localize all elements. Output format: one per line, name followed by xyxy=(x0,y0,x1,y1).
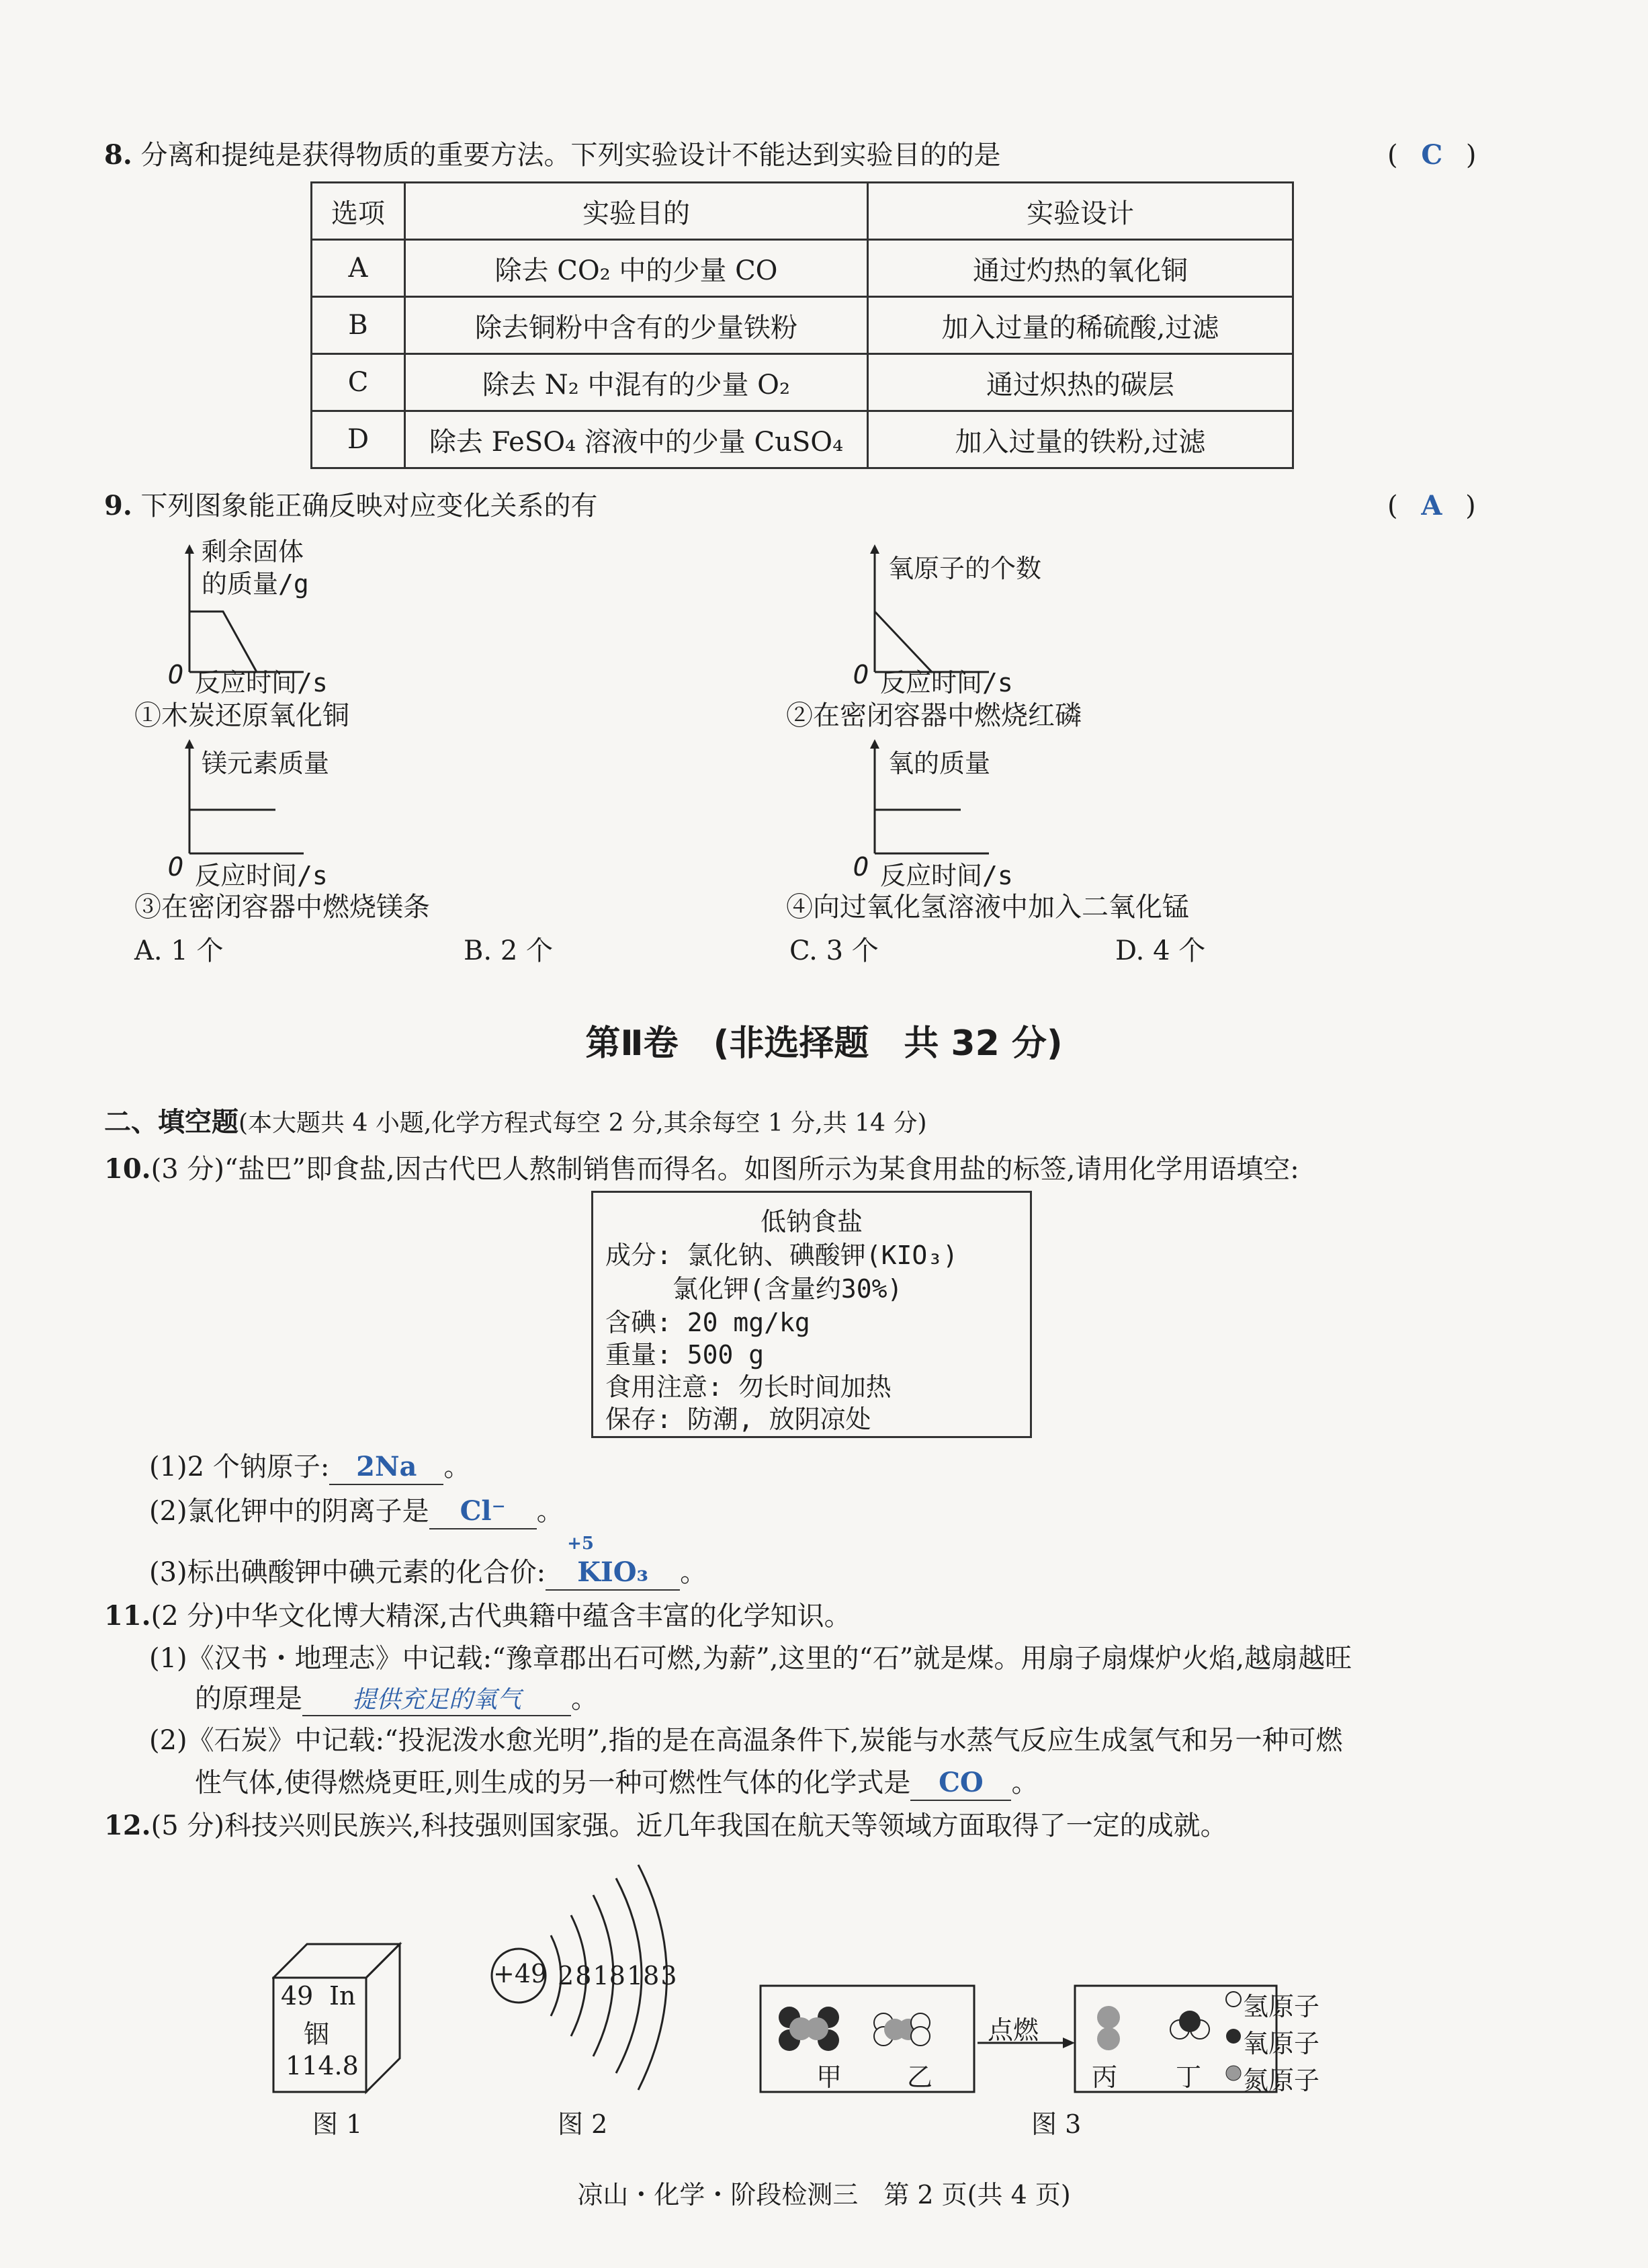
hydrogen-atom xyxy=(911,2027,930,2046)
valence-mark: +5 xyxy=(567,1534,595,1554)
graph-3-origin: O xyxy=(168,852,183,882)
y-axis-arrow xyxy=(870,739,879,749)
legend-oxygen xyxy=(1226,2029,1241,2044)
choice-c: C. 3 个 xyxy=(789,935,879,966)
q8-answer-paren xyxy=(1387,138,1477,172)
nitrogen-atom xyxy=(806,2017,828,2040)
oxygen-atom xyxy=(1179,2011,1201,2032)
section2-note: (本大题共 4 小题,化学方程式每空 2 分,其余每空 1 分,共 14 分) xyxy=(238,1109,927,1137)
q10-sub2 xyxy=(149,1495,564,1529)
q11-answer-2: CO xyxy=(910,1766,1011,1801)
fig3-jia: 甲 xyxy=(816,2062,842,2092)
cell-option: C xyxy=(312,354,405,411)
graph-3-ylabel: 镁元素质量 xyxy=(202,749,330,778)
q8-text: 分离和提纯是获得物质的重要方法。下列实验设计不能达到实验目的的是 xyxy=(140,140,1001,171)
q9-answer-paren xyxy=(1387,489,1476,523)
salt-label xyxy=(591,1191,1032,1438)
reaction-arrowhead xyxy=(1063,2038,1075,2048)
period: 。 xyxy=(536,1496,564,1527)
legend-nitrogen xyxy=(1226,2066,1241,2081)
q9-stem xyxy=(104,489,597,523)
graph-1-ylabel-2: 的质量/g xyxy=(202,569,309,599)
y-axis-arrow xyxy=(185,544,194,554)
period: 。 xyxy=(443,1452,471,1482)
fig3-caption: 图 3 xyxy=(1031,2109,1082,2139)
fig1-mass: 114.8 xyxy=(286,2051,359,2081)
choice-d: D. 4 个 xyxy=(1115,935,1206,966)
paren-close: ) xyxy=(1465,491,1476,521)
fig3-legend-oxygen: 氧原子 xyxy=(1243,2029,1320,2058)
section2-heading xyxy=(104,1105,927,1139)
cell-goal: 除去 N₂ 中混有的少量 O₂ xyxy=(405,354,868,411)
q8-table xyxy=(310,181,1294,469)
q12-stem xyxy=(104,1809,1227,1843)
period: 。 xyxy=(1011,1767,1039,1798)
cell-option: D xyxy=(312,411,405,468)
header-design: 实验设计 xyxy=(868,183,1293,240)
y-axis-arrow xyxy=(870,544,879,554)
nitrogen-atom xyxy=(1097,2027,1120,2050)
graph-4-xlabel: 反应时间/s xyxy=(880,861,1013,890)
cell-design: 加入过量的铁粉,过滤 xyxy=(868,411,1293,468)
graph-2-origin: O xyxy=(853,660,869,689)
q9-number: 9. xyxy=(104,490,132,521)
q10-sub2-text: (2)氯化钾中的阴离子是 xyxy=(149,1496,429,1527)
choice-b: B. 2 个 xyxy=(464,935,553,966)
q8-stem xyxy=(104,138,1000,172)
cell-goal: 除去铜粉中含有的少量铁粉 xyxy=(405,297,868,354)
cell-option: A xyxy=(312,240,405,297)
salt-label-line4: 重量: 500 g xyxy=(605,1340,765,1370)
table-row xyxy=(312,354,1293,411)
cell-design: 通过炽热的碳层 xyxy=(868,354,1293,411)
q11-answer-1: 提供充足的氧气 xyxy=(302,1685,571,1716)
cell-option: B xyxy=(312,297,405,354)
graph-4-origin: O xyxy=(853,852,869,882)
cell-goal: 除去 CO₂ 中的少量 CO xyxy=(405,240,868,297)
legend-hydrogen xyxy=(1226,1992,1241,2007)
graph-1-ylabel-1: 剩余固体 xyxy=(202,537,304,566)
q10-text: (3 分)“盐巴”即食盐,因古代巴人熬制销售而得名。如图所示为某食用盐的标签,请用化学用语填空: xyxy=(150,1154,1299,1185)
q10-stem xyxy=(104,1152,1299,1186)
period: 。 xyxy=(571,1683,598,1714)
fig1-caption: 图 1 xyxy=(312,2109,363,2139)
header-option: 选项 xyxy=(312,183,405,240)
choice-a: A. 1 个 xyxy=(134,935,224,966)
graph-2-xlabel: 反应时间/s xyxy=(880,668,1013,698)
graph-2-ylabel: 氧原子的个数 xyxy=(888,554,1042,583)
q11-stem xyxy=(104,1599,851,1633)
cell-goal: 除去 FeSO₄ 溶液中的少量 CuSO₄ xyxy=(405,411,868,468)
graph-1-origin: O xyxy=(168,660,183,689)
q10-sub1 xyxy=(149,1450,470,1485)
salt-label-line1: 成分: 氯化钠、碘酸钾(KIO₃) xyxy=(605,1241,959,1270)
q11-number: 11. xyxy=(104,1600,151,1632)
q10-number: 10. xyxy=(104,1153,151,1185)
fig1-number: 49 xyxy=(281,1981,314,2011)
fig1-symbol: In xyxy=(329,1981,356,2011)
nitrogen-atom xyxy=(1097,2006,1120,2029)
section2-title: 二、填空题 xyxy=(104,1106,238,1138)
paren-open: ( xyxy=(1387,140,1398,171)
fig2-nucleus: +49 xyxy=(493,1959,548,1988)
table-row xyxy=(312,240,1293,297)
cell-design: 加入过量的稀硫酸,过滤 xyxy=(868,297,1293,354)
cube-top xyxy=(273,1944,400,1978)
graph-1-caption: ①木炭还原氧化铜 xyxy=(134,700,349,731)
table-header-row xyxy=(312,183,1293,240)
q9-text: 下列图象能正确反映对应变化关系的有 xyxy=(140,491,598,521)
q8-answer: C xyxy=(1421,139,1443,171)
fig2-electrons: 2 8 18 18 3 xyxy=(558,1961,677,1990)
fig3-legend-hydrogen: 氢原子 xyxy=(1243,1992,1320,2021)
graph-4-caption: ④向过氧化氢溶液中加入二氧化锰 xyxy=(786,892,1189,923)
q10-answer-1: 2Na xyxy=(329,1450,443,1485)
salt-label-title: 低钠食盐 xyxy=(760,1207,863,1236)
q10-sub3-text: (3)标出碘酸钾中碘元素的化合价: xyxy=(149,1557,546,1588)
q11-sub1-text: 的原理是 xyxy=(195,1683,302,1714)
cell-design: 通过灼热的氧化铜 xyxy=(868,240,1293,297)
table-row xyxy=(312,297,1293,354)
fig3-yi: 乙 xyxy=(907,2062,933,2092)
q12-number: 12. xyxy=(104,1810,151,1841)
fig2-caption: 图 2 xyxy=(558,2109,608,2139)
fig3-arrow-label: 点燃 xyxy=(988,2015,1039,2045)
graph-4-ylabel: 氧的质量 xyxy=(888,749,991,778)
header-goal: 实验目的 xyxy=(405,183,868,240)
graph-3-xlabel: 反应时间/s xyxy=(195,861,328,890)
table-row xyxy=(312,411,1293,468)
q11-sub1-line2 xyxy=(195,1682,598,1716)
paren-open: ( xyxy=(1387,491,1398,521)
paren-close: ) xyxy=(1465,140,1477,171)
fig1-name: 铟 xyxy=(304,2019,330,2049)
q11-sub2-line1: (2)《石炭》中记载:“投泥泼水愈光明”,指的是在高温条件下,炭能与水蒸气反应生成氢气和另一种可燃 xyxy=(149,1725,1343,1756)
y-axis-arrow xyxy=(185,739,194,749)
fig3-bing: 丙 xyxy=(1092,2062,1118,2092)
fig3-legend-nitrogen: 氮原子 xyxy=(1243,2066,1320,2095)
fig3-ding: 丁 xyxy=(1176,2062,1202,2092)
q10-sub1-text: (1)2 个钠原子: xyxy=(149,1452,330,1482)
q10-answer-3-formula: KIO₃ xyxy=(577,1556,649,1588)
q12-text: (5 分)科技兴则民族兴,科技强则国家强。近几年我国在航天等领域方面取得了一定的成就。 xyxy=(150,1810,1227,1841)
q9-answer: A xyxy=(1421,490,1442,521)
q11-sub1-line1: (1)《汉书・地理志》中记载:“豫章郡出石可燃,为薪”,这里的“石”就是煤。用扇子扇煤炉火焰,越扇越旺 xyxy=(149,1643,1352,1674)
salt-label-line2: 氯化钾(含量约30%) xyxy=(673,1274,903,1304)
salt-label-line5: 食用注意: 勿长时间加热 xyxy=(605,1372,892,1402)
salt-label-line3: 含碘: 20 mg/kg xyxy=(605,1308,810,1337)
q10-sub3 xyxy=(149,1534,707,1591)
page-footer: 凉山・化学・阶段检测三 第 2 页(共 4 页) xyxy=(577,2180,1071,2210)
graph-3-caption: ③在密闭容器中燃烧镁条 xyxy=(134,892,430,923)
cube-side xyxy=(366,1944,400,2092)
q11-text: (2 分)中华文化博大精深,古代典籍中蕴含丰富的化学知识。 xyxy=(150,1601,851,1632)
q11-sub2-line2 xyxy=(195,1766,1038,1801)
q11-sub2-text: 性气体,使得燃烧更旺,则生成的另一种可燃性气体的化学式是 xyxy=(195,1767,911,1798)
q10-answer-2: Cl⁻ xyxy=(429,1495,537,1529)
q8-number: 8. xyxy=(104,139,132,171)
graph-2-caption: ②在密闭容器中燃烧红磷 xyxy=(786,700,1082,731)
salt-label-line6: 保存: 防潮, 放阴凉处 xyxy=(605,1404,871,1434)
graph-1-xlabel: 反应时间/s xyxy=(195,668,328,698)
q10-answer-3 xyxy=(546,1534,680,1591)
period: 。 xyxy=(680,1557,707,1588)
part2-title: 第Ⅱ卷 (非选择题 共 32 分) xyxy=(585,1023,1063,1064)
